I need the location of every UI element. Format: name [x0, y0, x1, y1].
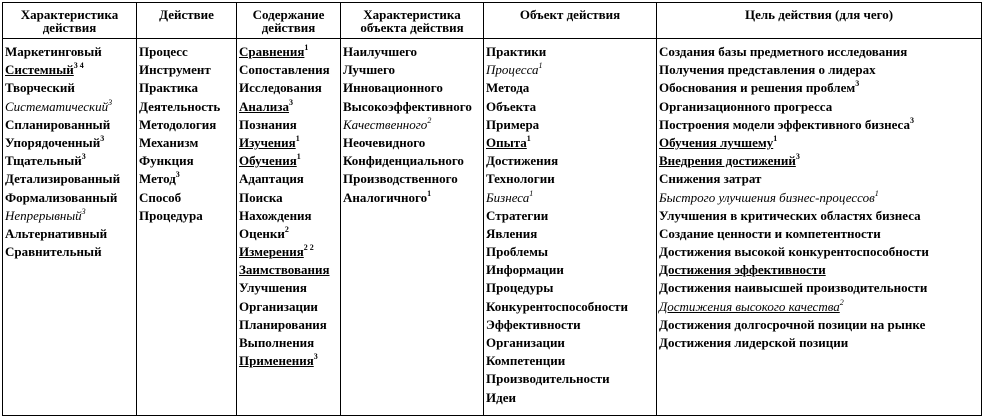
table-cell [341, 61, 483, 79]
cell-text: Организационного прогресса [659, 98, 833, 114]
table-cell [484, 316, 656, 334]
table-cell [484, 298, 656, 316]
table-cell [484, 98, 656, 116]
table-cell [341, 79, 483, 97]
footnote-marker: 1 [538, 61, 543, 71]
table-cell [237, 98, 340, 116]
column-action-characteristic [3, 3, 136, 415]
cell-text: Детализированный [5, 171, 121, 187]
cell-text: Процедуры [486, 280, 554, 296]
table-cell [237, 43, 340, 61]
header-action: Действие [159, 7, 214, 22]
cell-text: Механизм [139, 134, 199, 150]
cell-text: Достижения долгосрочной позиции на рынке [659, 316, 926, 332]
comparison-table [2, 2, 982, 416]
cell-text: Метода [486, 80, 530, 96]
column-action-object [483, 3, 656, 415]
table-cell [657, 152, 981, 170]
table-cell [657, 43, 981, 61]
cell-text: Лучшего [343, 62, 396, 78]
list-action-characteristic [3, 43, 136, 261]
cell-text: Сравнения [239, 44, 305, 59]
column-action-goal [656, 3, 981, 415]
table-cell [237, 334, 340, 352]
cell-text: Улучшения в критических областях бизнеса [659, 207, 921, 223]
header-action-content: Содержание действия [252, 7, 325, 35]
cell-text: Создание ценности и компетентности [659, 225, 881, 241]
footnote-marker: 1 [304, 43, 309, 52]
cell-text: Процесс [139, 44, 188, 59]
cell-text: Эффективности [486, 316, 581, 332]
cell-text: Информации [486, 262, 564, 278]
cell-text: Обучения [239, 153, 297, 169]
cell-text: Практика [139, 80, 199, 96]
table-cell [484, 352, 656, 370]
table-cell [657, 225, 981, 243]
table-cell [484, 170, 656, 188]
cell-text: Конфиденциального [343, 153, 464, 169]
footnote-marker: 1 [529, 188, 534, 198]
table-cell [3, 98, 136, 116]
cell-text: Конкурентоспособности [486, 298, 628, 314]
table-cell [657, 279, 981, 297]
table-cell [657, 98, 981, 116]
footnote-marker: 3 [855, 79, 860, 89]
table-cell [3, 189, 136, 207]
cell-text: Анализа [239, 98, 290, 114]
table-cell [657, 261, 981, 279]
table-cell [657, 170, 981, 188]
header-action-goal: Цель действия (для чего) [744, 7, 894, 22]
cell-text: Достижения эффективности [659, 262, 826, 278]
table-cell [237, 352, 340, 370]
table-cell [341, 98, 483, 116]
table-cell [237, 225, 340, 243]
table-cell [484, 189, 656, 207]
cell-text: Инструмент [139, 62, 211, 78]
cell-text: Быстрого улучшения бизнес-процессов [659, 189, 875, 205]
cell-text: Нахождения [239, 207, 312, 223]
table-cell [484, 279, 656, 297]
table-cell [341, 116, 483, 134]
footnote-marker: 1 [526, 133, 531, 143]
table-cell [137, 116, 236, 134]
cell-text: Процедура [139, 207, 203, 223]
cell-text: Непрерывный [5, 207, 82, 223]
table-cell [341, 189, 483, 207]
table-cell [237, 316, 340, 334]
footnote-marker: 3 [81, 152, 86, 162]
table-cell [137, 189, 236, 207]
cell-text: Проблемы [486, 244, 549, 260]
table-cell [484, 152, 656, 170]
footnote-marker: 3 [108, 97, 113, 107]
column-action [136, 3, 236, 415]
cell-text: Обоснования и решения проблем [659, 80, 856, 96]
cell-text: Создания базы предметного исследования [659, 44, 908, 59]
table-cell [237, 279, 340, 297]
table-cell [341, 152, 483, 170]
table-cell [657, 116, 981, 134]
cell-text: Аналогичного [343, 189, 428, 205]
table-cell [237, 207, 340, 225]
footnote-marker: 2 [839, 297, 844, 307]
cell-text: Исследования [239, 80, 322, 96]
cell-text: Примера [486, 116, 540, 132]
cell-text: Производительности [486, 371, 610, 387]
cell-text: Метод [139, 171, 176, 187]
cell-text: Стратегии [486, 207, 549, 223]
cell-text: Качественного [343, 116, 428, 132]
cell-text: Творческий [5, 80, 75, 96]
table-cell [341, 134, 483, 152]
cell-text: Явления [486, 225, 538, 241]
cell-text: Измерения [239, 244, 304, 260]
list-action-object [484, 43, 656, 407]
cell-text: Снижения затрат [659, 171, 762, 187]
cell-text: Выполнения [239, 335, 315, 350]
cell-text: Сравнительный [5, 244, 102, 260]
table-cell [484, 389, 656, 407]
table-cell [341, 43, 483, 61]
cell-text: Поиска [239, 189, 283, 205]
table-cell [237, 116, 340, 134]
table-cell [237, 170, 340, 188]
cell-text: Заимствования [239, 262, 330, 278]
table-cell [3, 79, 136, 97]
header-action-object: Объект действия [519, 7, 621, 22]
table-cell [137, 152, 236, 170]
cell-text: Высокоэффективного [343, 98, 472, 114]
table-cell [657, 79, 981, 97]
footnote-marker: 3 [100, 133, 105, 143]
column-object-characteristic [340, 3, 483, 415]
cell-text: Маркетинговый [5, 44, 102, 59]
table-cell [484, 207, 656, 225]
cell-text: Наилучшего [343, 44, 418, 59]
table-cell [484, 243, 656, 261]
table-cell [484, 334, 656, 352]
cell-text: Достижения высокой конкурентоспособности [659, 244, 929, 260]
table-cell [657, 189, 981, 207]
table-cell [657, 61, 981, 79]
footnote-marker: 3 [81, 206, 86, 216]
cell-text: Адаптация [239, 171, 304, 187]
cell-text: Оценки [239, 225, 285, 241]
table-cell [137, 61, 236, 79]
cell-text: Достижения лидерской позиции [659, 335, 849, 350]
cell-text: Альтернативный [5, 225, 108, 241]
cell-text: Познания [239, 116, 297, 132]
cell-text: Идеи [486, 389, 516, 405]
table-cell [484, 116, 656, 134]
cell-text: Деятельность [139, 98, 221, 114]
list-action-goal [657, 43, 981, 352]
table-cell [657, 243, 981, 261]
cell-text: Достижения [486, 153, 559, 169]
table-cell [3, 170, 136, 188]
table-cell [237, 298, 340, 316]
table-cell [3, 116, 136, 134]
cell-text: Улучшения [239, 280, 307, 296]
footnote-marker: 1 [773, 133, 778, 143]
table-cell [484, 43, 656, 61]
footnote-marker: 3 4 [73, 61, 84, 71]
table-cell [657, 134, 981, 152]
footnote-marker: 2 [284, 224, 289, 234]
table-cell [3, 152, 136, 170]
cell-text: Системный [5, 62, 74, 78]
cell-text: Организации [239, 298, 318, 314]
cell-text: Упорядоченный [5, 134, 101, 150]
cell-text: Планирования [239, 316, 327, 332]
cell-text: Спланированный [5, 116, 111, 132]
cell-text: Обучения лучшему [659, 134, 774, 150]
footnote-marker: 3 [795, 152, 800, 162]
cell-text: Применения [239, 353, 314, 369]
footnote-marker: 1 [295, 133, 300, 143]
cell-text: Инновационного [343, 80, 443, 96]
table-cell [484, 79, 656, 97]
table-cell [484, 61, 656, 79]
table-cell [237, 79, 340, 97]
cell-text: Организации [486, 335, 565, 350]
table-cell [484, 225, 656, 243]
cell-text: Неочевидного [343, 134, 426, 150]
table-cell [3, 61, 136, 79]
table-cell [657, 207, 981, 225]
cell-text: Производственного [343, 171, 458, 187]
cell-text: Тщательный [5, 153, 82, 169]
footnote-marker: 3 [175, 170, 180, 180]
table-cell [3, 207, 136, 225]
footnote-marker: 2 [427, 115, 432, 125]
table-cell [237, 243, 340, 261]
footnote-marker: 3 [313, 352, 318, 362]
footnote-marker: 3 [909, 115, 914, 125]
list-action-content [237, 43, 340, 370]
table-cell [484, 370, 656, 388]
table-cell [3, 225, 136, 243]
table-cell [137, 43, 236, 61]
column-action-content [236, 3, 340, 415]
cell-text: Внедрения достижений [659, 153, 796, 169]
table-cell [657, 298, 981, 316]
table-cell [137, 79, 236, 97]
cell-text: Построения модели эффективного бизнеса [659, 116, 910, 132]
table-cell [3, 243, 136, 261]
footnote-marker: 2 2 [303, 243, 314, 253]
cell-text: Методология [139, 116, 217, 132]
footnote-marker: 3 [289, 97, 294, 107]
list-action [137, 43, 236, 225]
table-cell [3, 43, 136, 61]
table-cell [237, 189, 340, 207]
cell-text: Объекта [486, 98, 537, 114]
table-cell [137, 98, 236, 116]
footnote-marker: 1 [874, 188, 879, 198]
header-object-characteristic: Характеристика объекта действия [360, 7, 464, 35]
footnote-marker: 1 [427, 188, 432, 198]
table-cell [657, 316, 981, 334]
footnote-marker: 1 [296, 152, 301, 162]
header-action-characteristic: Характеристика действия [20, 7, 119, 35]
cell-text: Функция [139, 153, 194, 169]
table-cell [137, 134, 236, 152]
cell-text: Сопоставления [239, 62, 330, 78]
cell-text: Бизнеса [486, 189, 530, 205]
cell-text: Систематический [5, 98, 109, 114]
cell-text: Достижения высокого качества [659, 298, 840, 314]
table-cell [3, 134, 136, 152]
table-cell [237, 152, 340, 170]
table-cell [137, 170, 236, 188]
cell-text: Технологии [486, 171, 555, 187]
cell-text: Достижения наивысшей производительности [659, 280, 928, 296]
table-cell [237, 134, 340, 152]
cell-text: Процесса [486, 62, 539, 78]
table-cell [484, 261, 656, 279]
cell-text: Способ [139, 189, 182, 205]
table-cell [341, 170, 483, 188]
cell-text: Изучения [239, 134, 296, 150]
list-object-characteristic [341, 43, 483, 207]
cell-text: Практики [486, 44, 547, 59]
cell-text: Формализованный [5, 189, 118, 205]
table-cell [657, 334, 981, 352]
table-cell [237, 261, 340, 279]
cell-text: Опыта [486, 134, 527, 150]
cell-text: Получения представления о лидерах [659, 62, 876, 78]
table-cell [237, 61, 340, 79]
cell-text: Компетенции [486, 353, 566, 369]
table-cell [484, 134, 656, 152]
table-cell [137, 207, 236, 225]
